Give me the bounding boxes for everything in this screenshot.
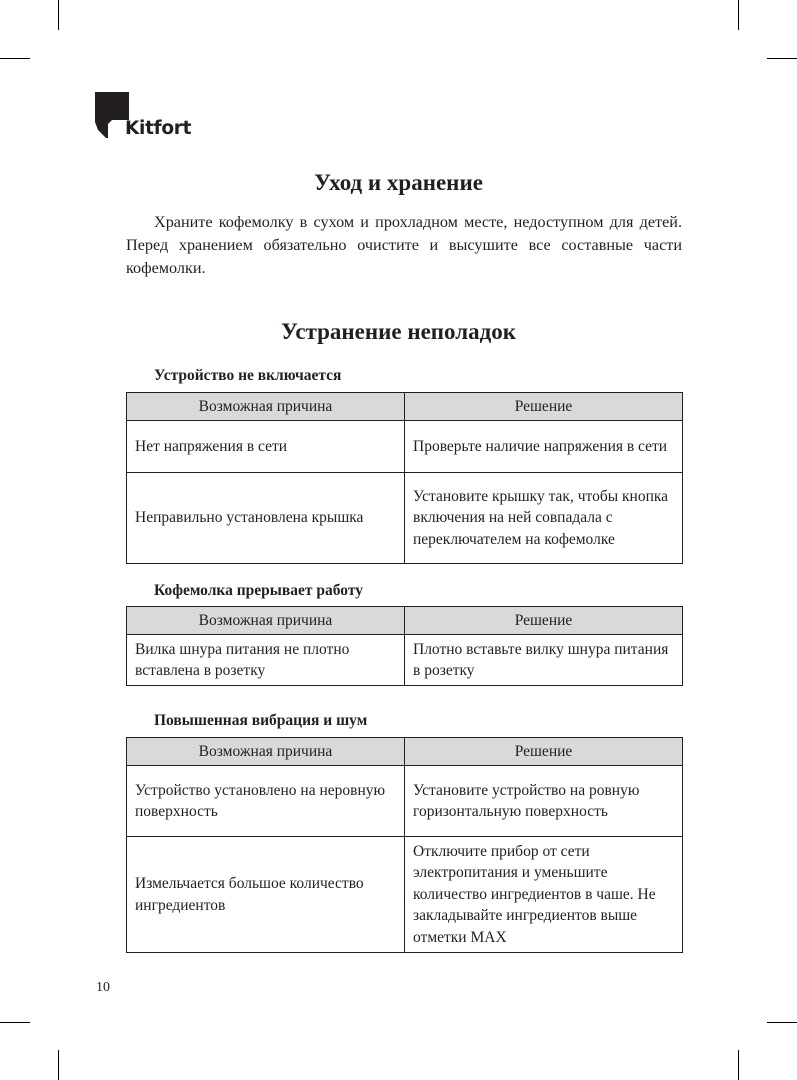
brand-logo — [95, 92, 195, 140]
solution-cell: Установите устройство на ровную горизонтальную поверхность — [405, 766, 683, 837]
troubleshooting-table — [126, 392, 683, 564]
header-solution: Решение — [405, 607, 683, 635]
table-header-row — [127, 393, 683, 421]
header-solution: Решение — [405, 738, 683, 766]
solution-cell: Плотно вставьте вилку шнура питания в розетку — [405, 635, 683, 686]
solution-cell: Отключите прибор от сети электропитания и уменьшите количество ингредиентов в чаше. Не закладывайте ингредиентов выше отметки MAX — [405, 837, 683, 953]
crop-mark — [58, 0, 59, 30]
crop-mark — [58, 1050, 59, 1080]
problem-heading: Кофемолка прерывает работу — [154, 582, 364, 599]
care-paragraph — [126, 211, 682, 280]
header-cause: Возможная причина — [127, 393, 405, 421]
cause-cell: Неправильно установлена крышка — [127, 473, 405, 564]
table-row — [127, 473, 683, 564]
crop-mark — [767, 1022, 797, 1023]
problem-heading: Устройство не включается — [154, 367, 342, 384]
cause-cell: Вилка шнура питания не плотно вставлена в розетку — [127, 635, 405, 686]
troubleshooting-table — [126, 737, 683, 953]
header-solution: Решение — [405, 393, 683, 421]
crop-mark — [738, 0, 739, 30]
page-number: 10 — [96, 980, 110, 995]
cause-cell: Измельчается большое количество ингредиентов — [127, 837, 405, 953]
header-cause: Возможная причина — [127, 607, 405, 635]
header-cause: Возможная причина — [127, 738, 405, 766]
care-paragraph-text: Храните кофемолку в сухом и прохладном месте, недоступном для детей. Перед хранением обязательно очистите и высушите все составные части кофемолки. — [126, 213, 682, 277]
section-title-troubleshooting: Устранение неполадок — [280, 319, 517, 344]
crop-mark — [0, 1022, 30, 1023]
crop-mark — [738, 1050, 739, 1080]
solution-cell: Проверьте наличие напряжения в сети — [405, 421, 683, 473]
cause-cell: Нет напряжения в сети — [127, 421, 405, 473]
solution-cell: Установите крышку так, чтобы кнопка включения на ней совпадала с переключателем на кофемолке — [405, 473, 683, 564]
section-title-care: Уход и хранение — [314, 170, 483, 195]
table-header-row — [127, 738, 683, 766]
table-row — [127, 635, 683, 686]
brand-name: Kitfort — [125, 118, 192, 139]
problem-heading: Повышенная вибрация и шум — [154, 712, 368, 729]
crop-mark — [0, 58, 30, 59]
crop-mark — [767, 58, 797, 59]
table-header-row — [127, 607, 683, 635]
table-row — [127, 766, 683, 837]
cause-cell: Устройство установлено на неровную поверхность — [127, 766, 405, 837]
table-row — [127, 837, 683, 953]
troubleshooting-table — [126, 606, 683, 686]
table-row — [127, 421, 683, 473]
